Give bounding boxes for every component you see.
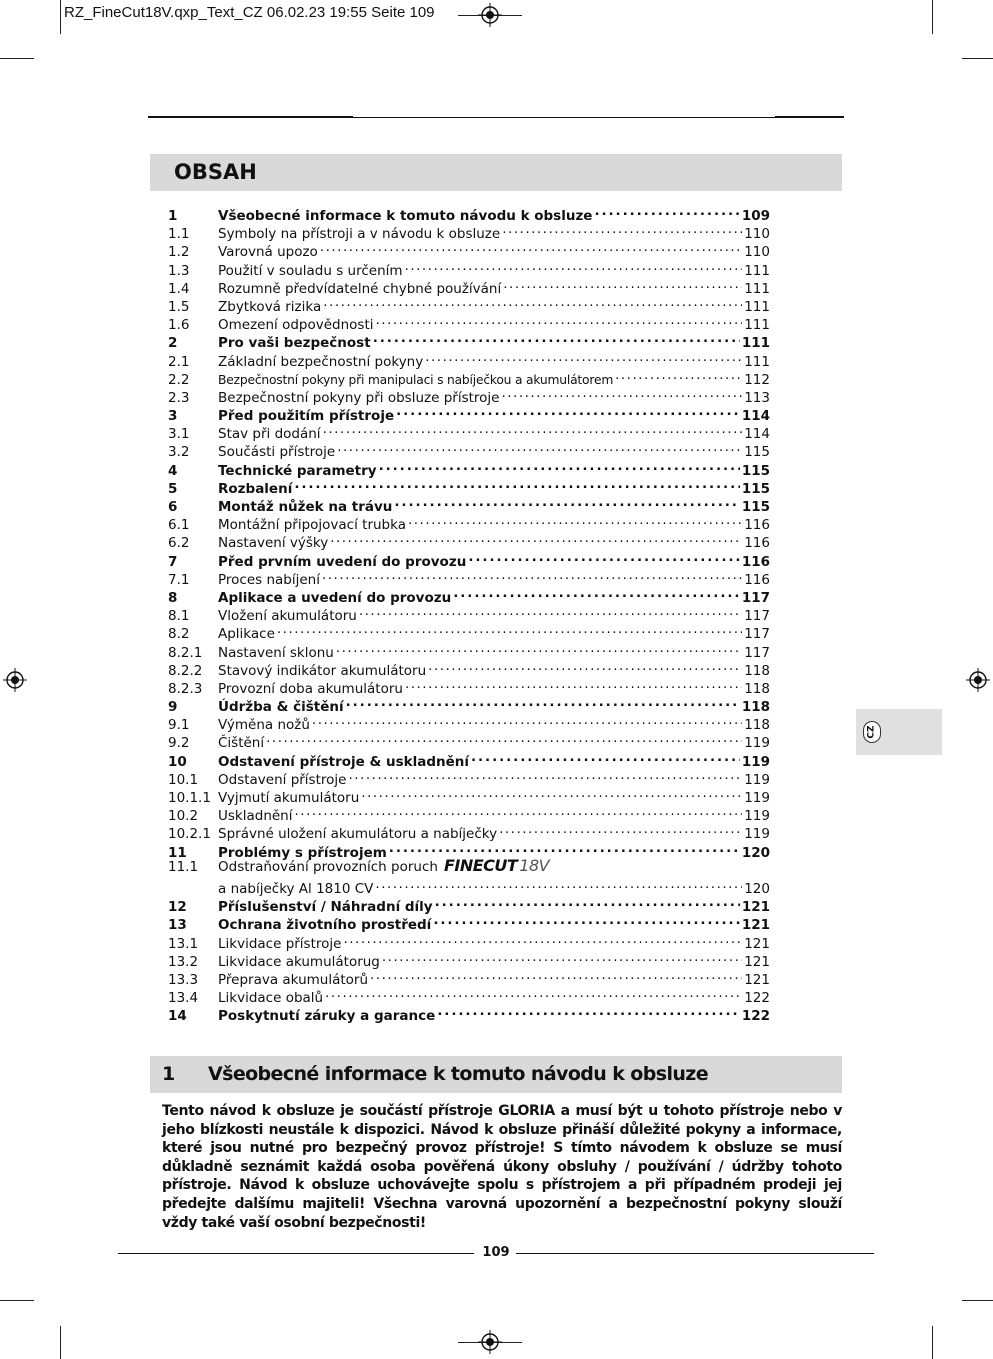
toc-entry-page: 115 — [741, 499, 770, 515]
toc-entry-title: Omezení odpovědnosti — [218, 317, 374, 334]
language-badge — [863, 721, 881, 743]
toc-entry-number: 1.2 — [168, 244, 190, 261]
toc-entry-page: 116 — [744, 535, 770, 552]
toc-entry-number: 10.1.1 — [168, 790, 211, 806]
toc-dot-leader — [295, 802, 743, 820]
toc-entry-page: 120 — [741, 844, 770, 861]
language-tab — [856, 709, 942, 755]
toc-entry-number: 8.2.1 — [168, 644, 203, 661]
toc-entry-number: 2.1 — [168, 353, 190, 370]
toc-entry-title: Aplikace a uvedení do provozu — [218, 589, 452, 606]
product-logo-name: FINECUT — [443, 855, 518, 875]
toc-entry — [168, 202, 770, 224]
crop-mark — [0, 58, 34, 59]
toc-entry-number: 8 — [168, 589, 178, 606]
toc-entry-title: Čištění — [218, 735, 265, 752]
toc-entry-number: 6.1 — [168, 517, 190, 534]
toc-entry-page: 118 — [741, 699, 770, 716]
toc-entry-title: Rozumně předvídatelné chybné používání — [218, 280, 502, 297]
toc-entry-number: 3.2 — [168, 444, 190, 461]
product-logo — [444, 857, 549, 875]
footer-rule — [516, 1253, 874, 1254]
page-number: 109 — [482, 1245, 510, 1260]
toc-entry-page: 110 — [744, 226, 770, 243]
toc-entry-number: 4 — [168, 462, 178, 479]
toc-dot-leader — [433, 911, 740, 929]
toc-entry-number: 2.3 — [168, 389, 190, 406]
toc-entry-number: 5 — [168, 480, 178, 497]
toc-entry-page: 111 — [744, 353, 770, 370]
toc-entry-number: 1.3 — [168, 262, 190, 279]
toc-entry-page: 119 — [744, 790, 770, 806]
toc-dot-leader — [266, 729, 742, 747]
toc-entry-title: Likvidace obalů — [218, 990, 324, 1007]
toc-entry-page: 119 — [744, 771, 770, 788]
toc-dot-leader — [370, 966, 742, 984]
toc-entry-number: 9 — [168, 699, 178, 716]
toc-entry-number: 3 — [168, 408, 178, 425]
toc-entry-title: Přeprava akumulátorů — [218, 971, 369, 988]
toc-entry-page: 111 — [744, 298, 770, 315]
section-heading-bar — [150, 1056, 842, 1093]
toc-entry-page: 121 — [744, 953, 770, 970]
toc-entry-title: Problémy s přístrojem — [218, 844, 387, 861]
toc-entry-title: Zbytková rizika — [218, 298, 322, 315]
toc-dot-leader — [323, 420, 743, 438]
toc-entry-title: Odstraňování provozních poruch — [218, 858, 438, 875]
toc-entry-title: Údržba & čištění — [218, 699, 344, 716]
toc-entry-number: 8.1 — [168, 608, 190, 625]
toc-entry-number: 1.6 — [168, 317, 190, 334]
toc-dot-leader — [501, 384, 742, 402]
toc-dot-leader — [277, 620, 742, 638]
toc-dot-leader — [405, 257, 743, 275]
registration-mark-icon — [478, 3, 502, 27]
toc-dot-leader — [615, 366, 742, 384]
toc-entry-page: 117 — [744, 644, 770, 661]
intro-paragraph: Tento návod k obsluze je součástí přístroje GLORIA a musí být u tohoto přístroje nebo v jeho blízkosti neustále k dispozici. Návod k obsluze přináší důležité pokyny a informace, které jsou nutné pro bezpečný provoz přístroje! S tímto návodem k obsluze se musí důkladně seznámit každá osoba pověřená úkony obsluhy / používání / údržby tohoto přístroje. Návod k obsluze uchovávejte spolu s přístrojem a při případném prodeji jej předejte dalšímu majiteli! Všechna varovná upozornění a bezpečnostní pokyny slouží vždy také vaší osobní bezpečnosti! — [162, 1103, 842, 1231]
toc-entry-title: Příslušenství / Náhradní díly — [218, 899, 433, 916]
toc-entry-number: 9.1 — [168, 717, 190, 734]
toc-dot-leader — [294, 475, 739, 493]
toc-dot-leader — [375, 875, 742, 893]
toc-entry-number: 6 — [168, 499, 178, 515]
toc-dot-leader — [348, 766, 742, 784]
toc-entry-title: Stavový indikátor akumulátoru — [218, 662, 427, 679]
toc-entry-title: Proces nabíjení — [218, 571, 320, 588]
crop-mark — [60, 0, 61, 34]
toc-entry-title: Výměna nožů — [218, 717, 310, 734]
toc-entry — [168, 875, 770, 897]
toc-entry-title: Symboly na přístroji a v návodu k obsluze — [218, 226, 501, 243]
toc-entry-page: 121 — [741, 917, 770, 934]
toc-entry-number: 11 — [168, 844, 187, 861]
toc-entry-page: 121 — [744, 935, 770, 952]
toc-dot-leader — [346, 693, 740, 711]
toc-entry-page: 116 — [744, 571, 770, 588]
toc-dot-leader — [435, 893, 740, 911]
toc-dot-leader — [499, 820, 742, 838]
toc-entry-number: 13.2 — [168, 953, 199, 970]
toc-entry-number: 12 — [168, 899, 187, 916]
toc-entry-title: Před prvním uvedení do provozu — [218, 553, 467, 570]
table-of-contents — [168, 202, 770, 1025]
toc-entry — [168, 857, 770, 875]
toc-entry-page: 112 — [744, 371, 770, 388]
toc-entry-number: 2.2 — [168, 371, 190, 388]
toc-entry-number: 7.1 — [168, 571, 190, 588]
toc-dot-leader — [330, 529, 742, 547]
toc-entry-title: Odstavení přístroje & uskladnění — [218, 753, 469, 770]
toc-dot-leader — [359, 602, 742, 620]
toc-dot-leader — [408, 511, 742, 529]
toc-entry-page: 115 — [744, 444, 770, 461]
toc-entry-number: 13.1 — [168, 935, 199, 952]
toc-dot-leader — [396, 402, 740, 420]
toc-entry-title: Základní bezpečnostní pokyny — [218, 353, 424, 370]
toc-entry-title: Nastavení výšky — [218, 535, 329, 552]
toc-entry-number: 13 — [168, 917, 187, 934]
toc-entry-title: Nastavení sklonu — [218, 644, 334, 661]
toc-dot-leader — [428, 657, 742, 675]
toc-dot-leader — [323, 293, 742, 311]
toc-entry-title: Ochrana životního prostředí — [218, 917, 432, 934]
toc-entry-page: 111 — [744, 280, 770, 297]
toc-dot-leader — [336, 639, 742, 657]
toc-entry-title: Varovná upozo — [218, 244, 318, 261]
toc-entry-page: 119 — [744, 735, 770, 752]
toc-entry-number: 8.2 — [168, 626, 190, 643]
toc-entry-page: 110 — [744, 244, 770, 261]
crop-mark — [932, 0, 933, 34]
toc-entry-title: Aplikace — [218, 626, 275, 643]
footer-rule — [118, 1253, 474, 1254]
toc-entry-title: Vyjmutí akumulátoru — [218, 790, 360, 806]
toc-dot-leader — [425, 348, 742, 366]
toc-entry-title: Likvidace akumulátorug — [218, 953, 380, 970]
toc-dot-leader — [312, 711, 742, 729]
crop-mark — [932, 1326, 933, 1359]
crop-mark — [60, 1326, 61, 1359]
toc-entry-page: 119 — [744, 826, 770, 843]
toc-entry-title: Součásti přístroje — [218, 444, 336, 461]
toc-entry-number: 1.1 — [168, 226, 190, 243]
toc-entry-page: 118 — [744, 717, 770, 734]
toc-entry-page: 116 — [741, 553, 770, 570]
toc-entry-title: Před použitím přístroje — [218, 408, 395, 425]
toc-entry-number: 6.2 — [168, 535, 190, 552]
toc-entry-number: 13.4 — [168, 990, 199, 1007]
toc-dot-leader — [471, 748, 740, 766]
crop-mark — [0, 1300, 34, 1301]
toc-entry-number: 14 — [168, 1008, 187, 1025]
toc-entry-page: 119 — [741, 753, 770, 770]
toc-entry-number: 10.1 — [168, 771, 199, 788]
toc-entry-page: 121 — [741, 899, 770, 916]
toc-entry-number: 2 — [168, 335, 178, 352]
toc-entry-page: 111 — [741, 335, 770, 352]
toc-entry-title: Montážní připojovací trubka — [218, 517, 406, 534]
toc-entry-title: Použití v souladu s určením — [218, 262, 403, 279]
toc-dot-leader — [373, 329, 740, 347]
toc-entry-page: 117 — [741, 589, 770, 606]
toc-entry-page: 122 — [744, 990, 770, 1007]
registration-mark-icon — [478, 1330, 502, 1354]
section-title: Všeobecné informace k tomuto návodu k obsluze — [208, 1063, 709, 1085]
header-rule-accent — [148, 116, 353, 118]
toc-entry-page: 119 — [744, 808, 770, 825]
registration-mark-icon — [3, 668, 27, 692]
toc-dot-leader — [502, 220, 742, 238]
toc-dot-leader — [594, 202, 739, 220]
toc-dot-leader — [437, 1002, 740, 1020]
toc-entry-title: Stav při dodání — [218, 426, 321, 443]
toc-dot-leader — [382, 948, 742, 966]
toc-entry-title: Bezpečnostní pokyny při manipulaci s nabíječkou a akumulátorem — [218, 372, 614, 387]
toc-entry-number: 10 — [168, 753, 187, 770]
toc-entry-title: Bezpečnostní pokyny při obsluze přístroje — [218, 389, 500, 406]
toc-entry-number: 8.2.2 — [168, 662, 203, 679]
toc-dot-leader — [322, 566, 742, 584]
toc-dot-leader — [343, 930, 742, 948]
toc-dot-leader — [503, 275, 742, 293]
toc-entry-number: 9.2 — [168, 735, 190, 752]
toc-entry-page: 120 — [744, 880, 770, 897]
toc-entry-number: 10.2 — [168, 808, 199, 825]
registration-mark-icon — [966, 668, 990, 692]
language-code: CZ — [866, 725, 877, 739]
toc-entry-title: a nabíječky Al 1810 CV — [218, 880, 374, 897]
toc-entry-page: 118 — [744, 662, 770, 679]
toc-entry-number: 13.3 — [168, 971, 199, 988]
toc-entry-title: Rozbalení — [218, 480, 293, 497]
toc-entry-number: 10.2.1 — [168, 826, 211, 843]
toc-dot-leader — [320, 238, 742, 256]
toc-entry-page: 116 — [744, 517, 770, 534]
crop-mark — [962, 58, 993, 59]
toc-heading-bar — [150, 154, 842, 191]
toc-dot-leader — [325, 984, 742, 1002]
product-logo-model: 18V — [519, 855, 550, 875]
toc-entry-title: Montáž nůžek na trávu — [218, 499, 393, 515]
toc-entry-number: 1.4 — [168, 280, 190, 297]
toc-entry-page: 111 — [744, 317, 770, 334]
toc-dot-leader — [379, 457, 740, 475]
toc-entry-number: 11.1 — [168, 858, 199, 875]
toc-entry-page: 109 — [741, 208, 770, 224]
toc-entry-title: Pro vaši bezpečnost — [218, 335, 371, 352]
toc-heading: OBSAH — [174, 160, 257, 184]
toc-dot-leader — [453, 584, 740, 602]
section-number: 1 — [162, 1063, 176, 1085]
toc-dot-leader — [389, 839, 740, 857]
toc-entry-title: Správné uložení akumulátoru a nabíječky — [218, 826, 498, 843]
toc-entry-page: 114 — [741, 408, 770, 425]
crop-mark — [962, 1300, 993, 1301]
toc-entry-title: Odstavení přístroje — [218, 771, 347, 788]
toc-entry-page: 117 — [744, 626, 770, 643]
toc-entry-page: 122 — [741, 1008, 770, 1025]
toc-entry-page: 114 — [744, 426, 770, 443]
toc-entry-number: 1 — [168, 208, 178, 224]
toc-entry-page: 111 — [744, 262, 770, 279]
toc-entry-title: Provozní doba akumulátoru — [218, 680, 403, 697]
toc-entry-page: 115 — [741, 480, 770, 497]
toc-entry-title: Poskytnutí záruky a garance — [218, 1008, 436, 1025]
print-slug: RZ_FineCut18V.qxp_Text_CZ 06.02.23 19:55 Seite 109 — [64, 4, 435, 21]
toc-dot-leader — [468, 548, 740, 566]
toc-dot-leader — [376, 311, 743, 329]
header-rule-accent — [775, 116, 844, 118]
toc-entry-page: 115 — [741, 462, 770, 479]
toc-entry-page: 113 — [744, 389, 770, 406]
toc-entry-title: Likvidace přístroje — [218, 935, 342, 952]
toc-entry-page: 117 — [744, 608, 770, 625]
toc-entry-title: Technické parametry — [218, 462, 377, 479]
toc-dot-leader — [394, 493, 739, 511]
toc-dot-leader — [337, 438, 742, 456]
toc-entry-page: 118 — [744, 680, 770, 697]
toc-entry-title: Vložení akumulátoru — [218, 608, 357, 625]
toc-entry-title: Uskladnění — [218, 808, 293, 825]
toc-entry-number: 8.2.3 — [168, 680, 203, 697]
toc-entry-number: 3.1 — [168, 426, 190, 443]
toc-entry-number: 1.5 — [168, 298, 190, 315]
toc-dot-leader — [405, 675, 742, 693]
toc-entry-number: 7 — [168, 553, 178, 570]
toc-entry-title: Všeobecné informace k tomuto návodu k obsluze — [218, 208, 593, 224]
toc-dot-leader — [361, 784, 742, 802]
toc-entry-page: 121 — [744, 971, 770, 988]
